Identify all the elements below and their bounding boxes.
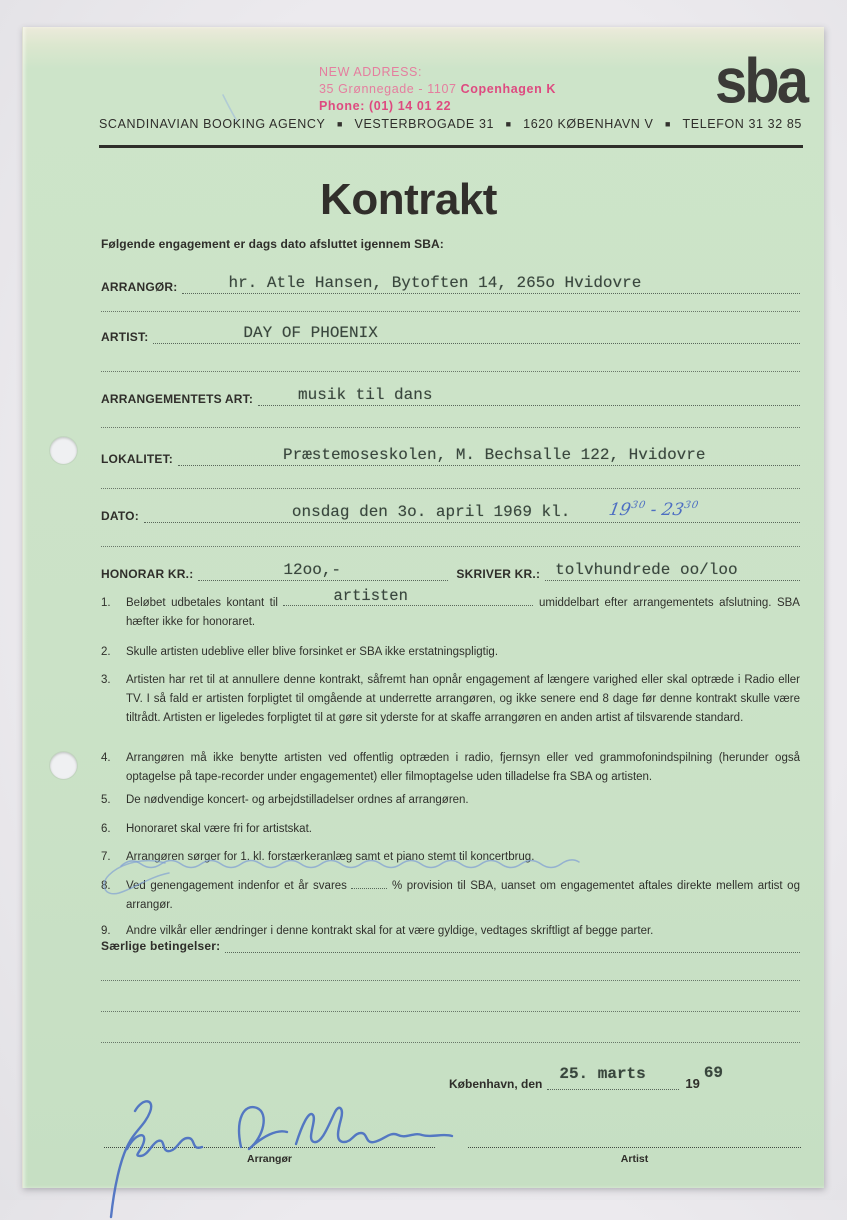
clause-number: 3. <box>101 674 111 686</box>
agency-street: VESTERBROGADE 31 <box>354 117 495 131</box>
new-address-stamp <box>319 64 556 115</box>
contract-paper <box>22 27 824 1188</box>
clause-number: 6. <box>101 823 111 835</box>
hole-punch-bottom <box>50 752 77 779</box>
dotted-line <box>283 587 533 606</box>
clause-text: Arrangøren sørger for 1. kl. forstærkeranlæg samt et piano stemt til koncertbrug. <box>126 851 535 863</box>
city-label: København, den <box>449 1077 543 1091</box>
clause-text: Honoraret skal være fri for artistskat. <box>126 823 312 835</box>
clause-text: Arrangøren må ikke benytte artisten ved offentlig optræden i radio, fjernsyn eller ved grammofonindspilning (herunder også optagelse på tape-recorder under engagementet) eller filmoptagelse uden tilladelse fra SBA og artisten. <box>126 752 800 783</box>
sba-logo: sba <box>715 46 806 117</box>
agency-name: SCANDINAVIAN BOOKING AGENCY <box>99 117 326 131</box>
field-value: DAY OF PHOENIX <box>243 324 378 342</box>
dotted-line <box>182 274 800 294</box>
dotted-line <box>101 546 800 547</box>
hole-punch-top <box>50 437 77 464</box>
clause-text: Ved genengagement indenfor et år svares % provision til SBA, uanset om engagementet aftales direkte mellem artist og arrangør. <box>126 880 800 911</box>
clause-4 <box>101 749 800 787</box>
clause-2 <box>101 643 800 662</box>
field-label: ARRANGEMENTETS ART: <box>101 392 254 406</box>
clause-6 <box>101 820 800 839</box>
separator-square-icon: ■ <box>336 119 344 129</box>
dotted-line <box>153 324 800 344</box>
field-row-honorar <box>101 555 800 581</box>
field-value: musik til dans <box>298 386 433 404</box>
dotted-line <box>101 1011 800 1012</box>
clause-number: 5. <box>101 794 111 806</box>
agency-city: 1620 KØBENHAVN V <box>523 117 654 131</box>
dotted-line <box>178 446 800 466</box>
arrangoer-signature <box>91 1095 521 1220</box>
field-row-arrangementets-art <box>101 380 800 406</box>
inserted-value: artisten <box>333 587 408 605</box>
dotted-line <box>101 980 800 981</box>
clause-text: Artisten har ret til at annullere denne kontrakt, såfremt han opnår engagement af længere varighed eller skal optræde i Radio eller TV. I så fald er artisten forpligtet til omgående at underrette arrangøren, og ikke senere end 8 dage før denne kontrakt skulle være tiltrådt. Artisten er ligeledes forpligtet til at gøre sit yderste for at skaffe arrangøren en anden artist af tilsvarende standard. <box>126 674 800 724</box>
field-label: HONORAR KR.: <box>101 567 194 581</box>
stamp-line-2: 35 Grønnegade - 1107 Copenhagen K <box>319 82 557 96</box>
year-printed: 19 <box>685 1076 700 1091</box>
field-value: hr. Atle Hansen, Bytoften 14, 265o Hvidovre <box>228 274 642 292</box>
clause-text: De nødvendige koncert- og arbejdstilladelser ordnes af arrangøren. <box>126 794 469 806</box>
clause-8 <box>101 877 800 915</box>
page-title: Kontrakt <box>320 175 497 224</box>
clause-number: 9. <box>101 925 111 937</box>
clause-number: 1. <box>101 597 111 609</box>
field-row-dato <box>101 497 800 523</box>
saerlige-row <box>101 937 800 953</box>
field-label: ARTIST: <box>101 330 149 344</box>
clause-number: 7. <box>101 851 111 863</box>
field-value: 12oo,- <box>283 561 342 579</box>
stamp-line-3: Phone: (01) 14 01 22 <box>319 99 452 113</box>
field-label: SKRIVER KR.: <box>456 567 541 581</box>
field-row-artist <box>101 318 800 344</box>
clause-5 <box>101 791 800 810</box>
clause-number: 8. <box>101 880 111 892</box>
clause-text: Andre vilkår eller ændringer i denne kontrakt skal for at være gyldige, vedtages skriftligt af begge parter. <box>126 925 654 937</box>
field-row-arrangoer <box>101 268 800 294</box>
margin-scribble <box>93 855 173 903</box>
clause-1 <box>101 587 800 632</box>
dotted-line <box>101 488 800 489</box>
dotted-line <box>198 561 448 581</box>
clause-number: 4. <box>101 752 111 764</box>
dotted-line <box>101 371 800 372</box>
field-label: LOKALITET: <box>101 452 173 466</box>
agency-phone: TELEFON 31 32 85 <box>682 117 802 131</box>
clause-7-scribble <box>119 849 589 875</box>
handwritten-time: $19^{30} - 23^{30}$ <box>607 500 700 520</box>
dotted-line <box>144 500 800 523</box>
field-row-lokalitet <box>101 440 800 466</box>
intro-line: Følgende engagement er dags dato afsluttet igennem SBA: <box>101 237 444 251</box>
separator-square-icon: ■ <box>664 119 672 129</box>
footer-date-row <box>449 1064 724 1091</box>
field-label: Særlige betingelser: <box>101 939 221 953</box>
agency-line <box>99 117 802 131</box>
dotted-line <box>545 561 800 581</box>
dotted-line <box>225 937 800 953</box>
clause-text: Beløbet udbetales kontant til artisten umiddelbart efter arrangementets afslutning. SBA hæfter ikke for honoraret. <box>126 587 800 628</box>
date-value: 25. marts <box>559 1065 646 1083</box>
field-value: tolvhundrede oo/loo <box>555 561 738 579</box>
field-label: DATO: <box>101 509 139 523</box>
dotted-line <box>351 879 387 889</box>
clause-number: 2. <box>101 646 111 658</box>
field-value: onsdag den 3o. april 1969 kl. <box>291 503 571 521</box>
clause-3 <box>101 671 800 728</box>
artist-label: Artist <box>620 1153 649 1165</box>
field-value: Præstemoseskolen, M. Bechsalle 122, Hvidovre <box>283 446 706 464</box>
dotted-line <box>547 1065 679 1090</box>
dotted-line <box>258 386 800 406</box>
header-rule <box>99 145 803 148</box>
dotted-line <box>101 311 800 312</box>
field-label: ARRANGØR: <box>101 280 178 294</box>
separator-square-icon: ■ <box>505 119 512 129</box>
arrangoer-label: Arrangør <box>247 1153 292 1165</box>
stamp-line-1: NEW ADDRESS: <box>319 65 423 79</box>
clause-text: Skulle artisten udeblive eller blive forsinket er SBA ikke erstatningspligtig. <box>126 646 499 658</box>
year-typed: 69 <box>703 1064 724 1082</box>
dotted-line <box>101 427 800 428</box>
dotted-line <box>101 1042 800 1043</box>
